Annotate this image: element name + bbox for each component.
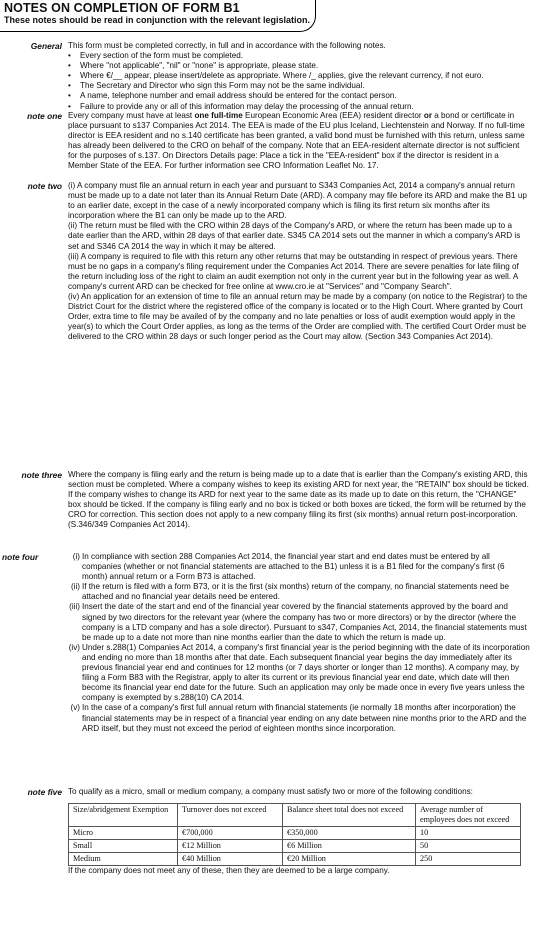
table-cell: 250 xyxy=(416,853,521,866)
general-bullet: • Failure to provide any or all of this information may delay the processing of the annual return. xyxy=(68,102,530,112)
size-thresholds-table xyxy=(68,803,521,866)
table-cell: €700,000 xyxy=(178,827,283,840)
section-label-note-five: note five xyxy=(27,787,62,797)
note-two-para: (iv) An application for an extension of time to file an annual return may be made by a company (on notice to the Registrar) to the District Court for the district where the registered office of the company is located or to the High Court. Where granted by Court Order, extra time to file may be availed of by the company and no late penalties or loss of audit exemption would apply in the year(s) to which the Court Order applies, as long as the terms of the Order are complied with. The certified Court Order must be delivered to the CRO within 28 days or such longer period as the Court may allow. (Section 343 Companies Act 2014). xyxy=(68,292,528,342)
table-header-cell: Balance sheet total does not exceed xyxy=(283,804,416,827)
note-five-intro: To qualify as a micro, small or medium company, a company must satisfy two or more of the following conditions: xyxy=(68,787,473,796)
table-cell: Medium xyxy=(69,853,178,866)
general-bullet: • A name, telephone number and email address should be entered for the contact person. xyxy=(68,91,530,101)
note-four-item: (iii) Insert the date of the start and end of the financial year covered by the financial statements approved by the board and signed by two directors for the relevant year (where the company has two or more directors) or by the director (where the company is a LTD company and has a sole director). Pursuant to s347, Companies Act, 2014, the financial statements must be made up to a date not more than nine months earlier than the date to which the return is made up. xyxy=(69,602,527,642)
note-two-para: (ii) The return must be filed with the CRO within 28 days of the Company's ARD, or where the return has been made up to a date earlier than the ARD, within 28 days of that earlier date. S345 CA 2014 sets out the manner in which a company's ARD is set and S346 CA 2014 the way in which it may be altered. xyxy=(68,221,521,251)
section-label-note-two: note two xyxy=(27,181,62,191)
note-three-text: Where the company is filing early and the return is being made up to a date that is earlier than the Company's existing ARD, this section must be completed. Where a company wishes to keep its existing ARD for next year, the "RETAIN" box should be ticked. If the company wishes to change its ARD for next year to the same date as its made up to date on this return, the "CHANGE" box should be ticked. If the company is filing early and no box is ticked or both boxes are ticked, the form will be returned by the CRO for correction. This section does not apply to a new company filing its first (six months) annual return post-incorporation. (S.346/349 Companies Act 2014). xyxy=(68,470,529,530)
section-label-note-four: note four xyxy=(2,552,39,562)
table-header-cell: Average number of employees does not exceed xyxy=(416,804,521,827)
note-four-item: (iv) Under s.288(1) Companies Act 2014, a company's first financial year is the period beginning with the date of its incorporation and ending no more than 18 months after that date. Each subsequent financial year begins the day immediately after its previous financial year end and continues for 12 months (or 7 days shorter or longer than 12 months). A company may, by filing a Form B83 with the Registrar, apply to alter its current or its previous financial year end date, which date will then become its financial year end date for the future. Such an application may only be made once in every five years unless the company is exempted by s.288(10) CA 2014. xyxy=(68,642,530,703)
general-bullet: • The Secretary and Director who sign this Form may not be the same individual. xyxy=(68,81,530,91)
section-label-general: General xyxy=(30,41,62,51)
table-cell: €6 Million xyxy=(283,840,416,853)
table-row xyxy=(69,827,521,840)
table-header-row xyxy=(69,804,521,827)
table-cell: €350,000 xyxy=(283,827,416,840)
note-four-item: (i) In compliance with section 288 Companies Act 2014, the financial year start and end dates must be entered by all companies (whether or not financial statements are attached to the B1) unless it is a B1 filed for the company's first (6 month) annual return or a Form B73 is attached. xyxy=(72,552,505,582)
note-four-item: (ii) If the return is filed with a form B73, or it is the first (six months) return of the company, no financial statements need be attached and no financial year details need be entered. xyxy=(70,582,510,602)
note-two-para: (i) A company must file an annual return in each year and pursuant to S343 Companies Act, 2014 a company's annual return must be made up to a date not later than its Annual Return Date (ARD). A company may file before its ARD and make the B1 up to an earlier date, except in the case of a newly incorporated company which is filing its first return six months after its incorporation where the B1 can only be made up to the ARD. xyxy=(68,181,527,221)
table-row xyxy=(69,840,521,853)
table-cell: €40 Million xyxy=(178,853,283,866)
general-bullet: • Where €/__ appear, please insert/delete as appropriate. Where /_ applies, give the relevant currency, if not euro. xyxy=(68,71,530,81)
table-row xyxy=(69,853,521,866)
table-cell: 50 xyxy=(416,840,521,853)
page-title: NOTES ON COMPLETION OF FORM B1 xyxy=(4,1,240,15)
table-cell: €20 Million xyxy=(283,853,416,866)
general-intro: This form must be completed correctly, in full and in accordance with the following notes. xyxy=(68,41,386,50)
table-cell: €12 Million xyxy=(178,840,283,853)
page-subtitle: These notes should be read in conjunction with the relevant legislation. xyxy=(4,15,311,25)
general-bullet: • Where "not applicable", "nil" or "none" is appropriate, please state. xyxy=(68,61,530,71)
note-five-footer: If the company does not meet any of these, then they are deemed to be a large company. xyxy=(68,866,390,876)
section-label-note-three: note three xyxy=(21,470,62,480)
general-bullet: • Every section of the form must be completed. xyxy=(68,51,530,61)
table-cell: Small xyxy=(69,840,178,853)
note-one-text: Every company must have at least one full-time European Economic Area (EEA) resident director or a bond or certificate in place pursuant to s137 Companies Act 2014. The EEA is made of the EU plus Iceland, Liechtenstein and Norway. If no full-time director is EEA resident and no s.140 certificate has been granted, a valid bond must be furnished with this return, unless same has already been delivered to the CRO on behalf of the company. Note that an EEA-resident alternate director is not sufficient for the purposes of s.137. On Directors Details page: Place a tick in the "EEA-resident" box if the director is resident in a Member State of the EEA. For further information see CRO Information Leaflet No. 17. xyxy=(68,111,525,171)
table-header-cell: Turnover does not exceed xyxy=(178,804,283,827)
note-four-item: (v) In the case of a company's first full annual return with financial statements (ie normally 18 months after incorporation) the financial statements may be in respect of a financial year ending on any date between nine months prior to the ARD and the ARD itself, but they must not exceed the period of eighteen months since incorporation. xyxy=(70,703,527,733)
section-label-note-one: note one xyxy=(27,111,62,121)
table-header-cell: Size/abridgement Exemption xyxy=(69,804,178,827)
note-two-para: (iii) A company is required to file with this return any other returns that may be outstanding in respect of previous years. There must be no gaps in a company's filing requirement under the Companies Act 2014. There are severe penalties for late filing of the return including loss of the right to claim an audit exemption not only in the current year but in the following year as well. A company's current ARD can be checked for free online at www.cro.ie at "Services" and "Company Search". xyxy=(68,251,519,291)
table-cell: 10 xyxy=(416,827,521,840)
notes-header xyxy=(0,0,316,32)
table-cell: Micro xyxy=(69,827,178,840)
